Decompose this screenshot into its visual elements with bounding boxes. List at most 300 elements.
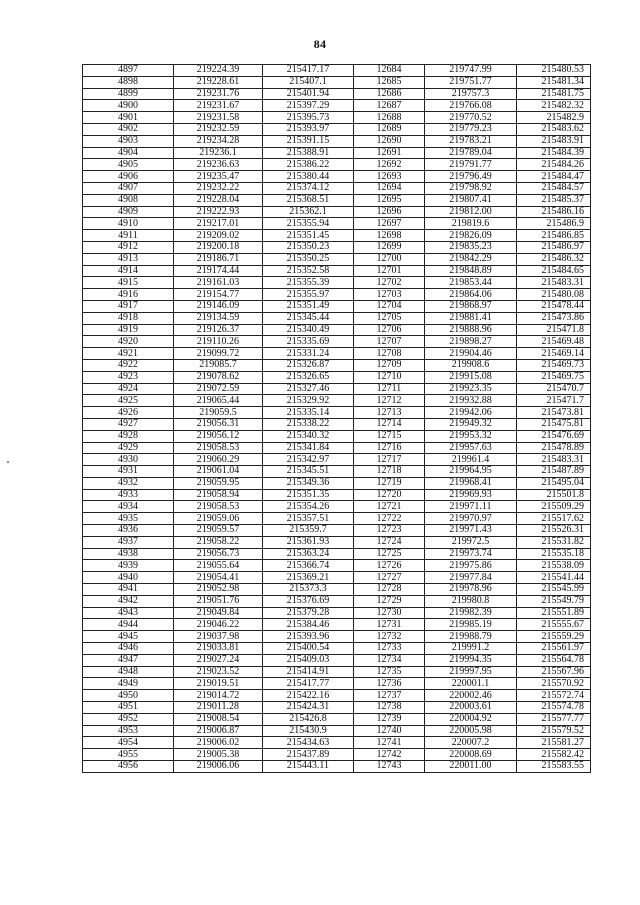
- table-row: [83, 466, 591, 478]
- x-coordinate-a: 219209.02: [174, 230, 263, 242]
- x-coordinate-b: 219973.74: [425, 548, 517, 560]
- point-number-a: 4949: [83, 678, 174, 690]
- table-row: [83, 100, 591, 112]
- y-coordinate-b: 215487.89: [517, 466, 591, 478]
- table-row: [83, 702, 591, 714]
- point-number-b: 12704: [354, 300, 425, 312]
- y-coordinate-a: 215335.69: [263, 336, 354, 348]
- x-coordinate-a: 219236.63: [174, 159, 263, 171]
- table-row: [83, 418, 591, 430]
- y-coordinate-a: 215374.12: [263, 182, 354, 194]
- x-coordinate-a: 219056.31: [174, 418, 263, 430]
- scan-speck: [7, 461, 9, 463]
- point-number-a: 4921: [83, 348, 174, 360]
- point-number-a: 4951: [83, 702, 174, 714]
- table-row: [83, 525, 591, 537]
- x-coordinate-a: 219033.81: [174, 643, 263, 655]
- y-coordinate-a: 215362.1: [263, 206, 354, 218]
- y-coordinate-a: 215384.46: [263, 619, 354, 631]
- point-number-a: 4913: [83, 253, 174, 265]
- point-number-a: 4939: [83, 560, 174, 572]
- point-number-b: 12692: [354, 159, 425, 171]
- point-number-a: 4948: [83, 666, 174, 678]
- y-coordinate-b: 215582.42: [517, 749, 591, 761]
- point-number-b: 12693: [354, 171, 425, 183]
- point-number-a: 4916: [83, 289, 174, 301]
- table-row: [83, 265, 591, 277]
- table-row: [83, 690, 591, 702]
- x-coordinate-a: 219232.59: [174, 123, 263, 135]
- table-row: [83, 289, 591, 301]
- table-row: [83, 666, 591, 678]
- point-number-b: 12736: [354, 678, 425, 690]
- x-coordinate-a: 219186.71: [174, 253, 263, 265]
- x-coordinate-a: 219054.41: [174, 572, 263, 584]
- point-number-a: 4918: [83, 312, 174, 324]
- point-number-a: 4933: [83, 489, 174, 501]
- point-number-b: 12703: [354, 289, 425, 301]
- table-row: [83, 548, 591, 560]
- point-number-a: 4917: [83, 300, 174, 312]
- x-coordinate-b: 219881.41: [425, 312, 517, 324]
- y-coordinate-b: 215541.44: [517, 572, 591, 584]
- y-coordinate-b: 215476.69: [517, 430, 591, 442]
- point-number-a: 4940: [83, 572, 174, 584]
- x-coordinate-a: 219059.57: [174, 525, 263, 537]
- point-number-a: 4955: [83, 749, 174, 761]
- y-coordinate-b: 215561.97: [517, 643, 591, 655]
- y-coordinate-b: 215481.75: [517, 88, 591, 100]
- point-number-b: 12710: [354, 371, 425, 383]
- y-coordinate-a: 215437.89: [263, 749, 354, 761]
- x-coordinate-a: 219231.58: [174, 112, 263, 124]
- table-row: [83, 277, 591, 289]
- x-coordinate-b: 220008.69: [425, 749, 517, 761]
- point-number-a: 4911: [83, 230, 174, 242]
- point-number-a: 4910: [83, 218, 174, 230]
- y-coordinate-a: 215345.44: [263, 312, 354, 324]
- y-coordinate-a: 215352.58: [263, 265, 354, 277]
- y-coordinate-a: 215331.24: [263, 348, 354, 360]
- y-coordinate-a: 215391.15: [263, 135, 354, 147]
- point-number-a: 4902: [83, 123, 174, 135]
- point-number-b: 12738: [354, 702, 425, 714]
- point-number-a: 4936: [83, 525, 174, 537]
- point-number-b: 12714: [354, 418, 425, 430]
- x-coordinate-a: 219056.12: [174, 430, 263, 442]
- point-number-a: 4914: [83, 265, 174, 277]
- table-row: [83, 454, 591, 466]
- x-coordinate-b: 220003.61: [425, 702, 517, 714]
- y-coordinate-b: 215481.34: [517, 76, 591, 88]
- x-coordinate-a: 219046.22: [174, 619, 263, 631]
- table-row: [83, 218, 591, 230]
- point-number-a: 4954: [83, 737, 174, 749]
- y-coordinate-a: 215426.8: [263, 713, 354, 725]
- x-coordinate-a: 219200.18: [174, 241, 263, 253]
- table-row: [83, 643, 591, 655]
- point-number-a: 4912: [83, 241, 174, 253]
- table-row: [83, 560, 591, 572]
- point-number-a: 4900: [83, 100, 174, 112]
- x-coordinate-a: 219005.38: [174, 749, 263, 761]
- x-coordinate-b: 219908.6: [425, 359, 517, 371]
- y-coordinate-a: 215388.91: [263, 147, 354, 159]
- point-number-a: 4945: [83, 631, 174, 643]
- point-number-b: 12689: [354, 123, 425, 135]
- x-coordinate-a: 219134.59: [174, 312, 263, 324]
- table-row: [83, 324, 591, 336]
- y-coordinate-a: 215355.97: [263, 289, 354, 301]
- y-coordinate-b: 215470.7: [517, 383, 591, 395]
- y-coordinate-b: 215486.9: [517, 218, 591, 230]
- y-coordinate-b: 215538.09: [517, 560, 591, 572]
- y-coordinate-a: 215361.93: [263, 536, 354, 548]
- table-row: [83, 536, 591, 548]
- x-coordinate-b: 219982.39: [425, 607, 517, 619]
- point-number-b: 12735: [354, 666, 425, 678]
- point-number-a: 4944: [83, 619, 174, 631]
- table-row: [83, 112, 591, 124]
- y-coordinate-b: 215486.16: [517, 206, 591, 218]
- point-number-a: 4937: [83, 536, 174, 548]
- point-number-b: 12687: [354, 100, 425, 112]
- x-coordinate-a: 219231.67: [174, 100, 263, 112]
- x-coordinate-a: 219055.64: [174, 560, 263, 572]
- table-row: [83, 395, 591, 407]
- point-number-b: 12698: [354, 230, 425, 242]
- point-number-a: 4956: [83, 761, 174, 773]
- point-number-b: 12685: [354, 76, 425, 88]
- point-number-a: 4905: [83, 159, 174, 171]
- point-number-b: 12729: [354, 595, 425, 607]
- table-row: [83, 241, 591, 253]
- x-coordinate-a: 219058.22: [174, 536, 263, 548]
- x-coordinate-b: 219961.4: [425, 454, 517, 466]
- point-number-b: 12728: [354, 584, 425, 596]
- y-coordinate-b: 215483.31: [517, 454, 591, 466]
- y-coordinate-b: 215469.14: [517, 348, 591, 360]
- point-number-a: 4924: [83, 383, 174, 395]
- y-coordinate-b: 215484.57: [517, 182, 591, 194]
- x-coordinate-b: 219751.77: [425, 76, 517, 88]
- x-coordinate-a: 219078.62: [174, 371, 263, 383]
- point-number-a: 4904: [83, 147, 174, 159]
- point-number-a: 4930: [83, 454, 174, 466]
- y-coordinate-a: 215376.69: [263, 595, 354, 607]
- y-coordinate-b: 215484.26: [517, 159, 591, 171]
- x-coordinate-a: 219228.04: [174, 194, 263, 206]
- table-row: [83, 159, 591, 171]
- point-number-b: 12741: [354, 737, 425, 749]
- y-coordinate-b: 215579.52: [517, 725, 591, 737]
- point-number-a: 4899: [83, 88, 174, 100]
- x-coordinate-a: 219110.26: [174, 336, 263, 348]
- x-coordinate-b: 220011.00: [425, 761, 517, 773]
- table-row: [83, 253, 591, 265]
- table-row: [83, 407, 591, 419]
- point-number-a: 4897: [83, 65, 174, 77]
- x-coordinate-b: 220001.1: [425, 678, 517, 690]
- table-row: [83, 206, 591, 218]
- y-coordinate-a: 215366.74: [263, 560, 354, 572]
- point-number-a: 4927: [83, 418, 174, 430]
- point-number-a: 4920: [83, 336, 174, 348]
- table-row: [83, 312, 591, 324]
- y-coordinate-b: 215551.89: [517, 607, 591, 619]
- table-row: [83, 123, 591, 135]
- y-coordinate-b: 215526.31: [517, 525, 591, 537]
- point-number-a: 4906: [83, 171, 174, 183]
- table-row: [83, 371, 591, 383]
- table-row: [83, 713, 591, 725]
- x-coordinate-b: 219826.09: [425, 230, 517, 242]
- x-coordinate-b: 219779.23: [425, 123, 517, 135]
- y-coordinate-a: 215363.24: [263, 548, 354, 560]
- y-coordinate-a: 215351.45: [263, 230, 354, 242]
- y-coordinate-a: 215393.97: [263, 123, 354, 135]
- y-coordinate-a: 215379.28: [263, 607, 354, 619]
- point-number-a: 4931: [83, 466, 174, 478]
- y-coordinate-a: 215401.94: [263, 88, 354, 100]
- y-coordinate-a: 215395.73: [263, 112, 354, 124]
- y-coordinate-a: 215349.36: [263, 477, 354, 489]
- x-coordinate-a: 219006.87: [174, 725, 263, 737]
- x-coordinate-b: 219898.27: [425, 336, 517, 348]
- y-coordinate-b: 215535.18: [517, 548, 591, 560]
- point-number-b: 12733: [354, 643, 425, 655]
- x-coordinate-a: 219059.95: [174, 477, 263, 489]
- x-coordinate-b: 219904.46: [425, 348, 517, 360]
- x-coordinate-b: 219848.89: [425, 265, 517, 277]
- y-coordinate-a: 215434.63: [263, 737, 354, 749]
- point-number-b: 12690: [354, 135, 425, 147]
- x-coordinate-b: 219994.35: [425, 654, 517, 666]
- point-number-a: 4942: [83, 595, 174, 607]
- x-coordinate-a: 219058.53: [174, 442, 263, 454]
- x-coordinate-b: 219980.8: [425, 595, 517, 607]
- y-coordinate-b: 215486.32: [517, 253, 591, 265]
- x-coordinate-a: 219228.61: [174, 76, 263, 88]
- y-coordinate-a: 215443.11: [263, 761, 354, 773]
- x-coordinate-a: 219058.53: [174, 501, 263, 513]
- x-coordinate-a: 219061.04: [174, 466, 263, 478]
- table-row: [83, 489, 591, 501]
- y-coordinate-a: 215424.31: [263, 702, 354, 714]
- y-coordinate-b: 215564.78: [517, 654, 591, 666]
- y-coordinate-b: 215484.65: [517, 265, 591, 277]
- table-row: [83, 737, 591, 749]
- x-coordinate-b: 219971.11: [425, 501, 517, 513]
- table-row: [83, 348, 591, 360]
- point-number-a: 4901: [83, 112, 174, 124]
- x-coordinate-b: 219757.3: [425, 88, 517, 100]
- x-coordinate-a: 219235.47: [174, 171, 263, 183]
- x-coordinate-b: 219770.52: [425, 112, 517, 124]
- table-row: [83, 749, 591, 761]
- x-coordinate-b: 219997.95: [425, 666, 517, 678]
- y-coordinate-a: 215329.92: [263, 395, 354, 407]
- point-number-a: 4952: [83, 713, 174, 725]
- point-number-b: 12740: [354, 725, 425, 737]
- table-row: [83, 300, 591, 312]
- x-coordinate-a: 219059.06: [174, 513, 263, 525]
- x-coordinate-b: 219796.49: [425, 171, 517, 183]
- y-coordinate-b: 215483.31: [517, 277, 591, 289]
- table-row: [83, 654, 591, 666]
- point-number-a: 4898: [83, 76, 174, 88]
- x-coordinate-a: 219014.72: [174, 690, 263, 702]
- x-coordinate-b: 219988.79: [425, 631, 517, 643]
- point-number-b: 12742: [354, 749, 425, 761]
- table-row: [83, 572, 591, 584]
- y-coordinate-a: 215417.77: [263, 678, 354, 690]
- y-coordinate-b: 215483.91: [517, 135, 591, 147]
- x-coordinate-a: 219099.72: [174, 348, 263, 360]
- y-coordinate-a: 215393.96: [263, 631, 354, 643]
- y-coordinate-b: 215473.86: [517, 312, 591, 324]
- x-coordinate-b: 220004.92: [425, 713, 517, 725]
- point-number-a: 4903: [83, 135, 174, 147]
- point-number-b: 12700: [354, 253, 425, 265]
- x-coordinate-b: 219783.21: [425, 135, 517, 147]
- y-coordinate-b: 215484.39: [517, 147, 591, 159]
- x-coordinate-b: 219975.86: [425, 560, 517, 572]
- y-coordinate-b: 215555.67: [517, 619, 591, 631]
- point-number-b: 12705: [354, 312, 425, 324]
- y-coordinate-b: 215469.48: [517, 336, 591, 348]
- x-coordinate-b: 219972.5: [425, 536, 517, 548]
- point-number-a: 4929: [83, 442, 174, 454]
- y-coordinate-b: 215531.82: [517, 536, 591, 548]
- point-number-b: 12706: [354, 324, 425, 336]
- table-row: [83, 359, 591, 371]
- point-number-b: 12739: [354, 713, 425, 725]
- x-coordinate-b: 219985.19: [425, 619, 517, 631]
- x-coordinate-b: 219953.32: [425, 430, 517, 442]
- x-coordinate-b: 219789.04: [425, 147, 517, 159]
- point-number-b: 12719: [354, 477, 425, 489]
- x-coordinate-a: 219146.09: [174, 300, 263, 312]
- table-row: [83, 725, 591, 737]
- point-number-a: 4946: [83, 643, 174, 655]
- y-coordinate-b: 215471.8: [517, 324, 591, 336]
- x-coordinate-a: 219161.03: [174, 277, 263, 289]
- x-coordinate-b: 220002.46: [425, 690, 517, 702]
- point-number-b: 12686: [354, 88, 425, 100]
- point-number-b: 12691: [354, 147, 425, 159]
- point-number-b: 12697: [354, 218, 425, 230]
- x-coordinate-a: 219222.93: [174, 206, 263, 218]
- table-row: [83, 513, 591, 525]
- point-number-a: 4915: [83, 277, 174, 289]
- point-number-b: 12712: [354, 395, 425, 407]
- table-row: [83, 477, 591, 489]
- point-number-a: 4935: [83, 513, 174, 525]
- point-number-a: 4953: [83, 725, 174, 737]
- point-number-b: 12716: [354, 442, 425, 454]
- x-coordinate-b: 219949.32: [425, 418, 517, 430]
- x-coordinate-b: 219970.97: [425, 513, 517, 525]
- point-number-a: 4909: [83, 206, 174, 218]
- x-coordinate-a: 219072.59: [174, 383, 263, 395]
- table-row: [83, 430, 591, 442]
- x-coordinate-a: 219006.06: [174, 761, 263, 773]
- point-number-a: 4907: [83, 182, 174, 194]
- y-coordinate-b: 215517.62: [517, 513, 591, 525]
- table-row: [83, 501, 591, 513]
- x-coordinate-a: 219023.52: [174, 666, 263, 678]
- point-number-a: 4925: [83, 395, 174, 407]
- y-coordinate-a: 215397.29: [263, 100, 354, 112]
- point-number-b: 12708: [354, 348, 425, 360]
- y-coordinate-b: 215570.92: [517, 678, 591, 690]
- x-coordinate-a: 219231.76: [174, 88, 263, 100]
- x-coordinate-b: 219791.77: [425, 159, 517, 171]
- point-number-b: 12721: [354, 501, 425, 513]
- y-coordinate-a: 215380.44: [263, 171, 354, 183]
- point-number-b: 12720: [354, 489, 425, 501]
- x-coordinate-a: 219154.77: [174, 289, 263, 301]
- y-coordinate-a: 215417.17: [263, 65, 354, 77]
- y-coordinate-b: 215480.53: [517, 65, 591, 77]
- x-coordinate-a: 219058.94: [174, 489, 263, 501]
- y-coordinate-b: 215559.29: [517, 631, 591, 643]
- y-coordinate-a: 215350.23: [263, 241, 354, 253]
- y-coordinate-b: 215509.29: [517, 501, 591, 513]
- point-number-b: 12688: [354, 112, 425, 124]
- point-number-b: 12702: [354, 277, 425, 289]
- point-number-a: 4950: [83, 690, 174, 702]
- y-coordinate-a: 215345.51: [263, 466, 354, 478]
- x-coordinate-b: 219968.41: [425, 477, 517, 489]
- y-coordinate-b: 215486.97: [517, 241, 591, 253]
- y-coordinate-a: 215400.54: [263, 643, 354, 655]
- x-coordinate-b: 219964.95: [425, 466, 517, 478]
- x-coordinate-b: 219942.06: [425, 407, 517, 419]
- y-coordinate-b: 215486.85: [517, 230, 591, 242]
- y-coordinate-a: 215368.51: [263, 194, 354, 206]
- y-coordinate-a: 215369.21: [263, 572, 354, 584]
- y-coordinate-b: 215567.96: [517, 666, 591, 678]
- y-coordinate-b: 215583.55: [517, 761, 591, 773]
- x-coordinate-b: 219932.88: [425, 395, 517, 407]
- point-number-b: 12730: [354, 607, 425, 619]
- point-number-a: 4926: [83, 407, 174, 419]
- y-coordinate-a: 215335.14: [263, 407, 354, 419]
- point-number-b: 12725: [354, 548, 425, 560]
- x-coordinate-b: 219978.96: [425, 584, 517, 596]
- x-coordinate-a: 219126.37: [174, 324, 263, 336]
- x-coordinate-a: 219027.24: [174, 654, 263, 666]
- table-row: [83, 678, 591, 690]
- y-coordinate-b: 215501.8: [517, 489, 591, 501]
- y-coordinate-b: 215471.7: [517, 395, 591, 407]
- y-coordinate-b: 215480.08: [517, 289, 591, 301]
- x-coordinate-a: 219049.84: [174, 607, 263, 619]
- y-coordinate-b: 215475.81: [517, 418, 591, 430]
- x-coordinate-b: 219977.84: [425, 572, 517, 584]
- y-coordinate-b: 215581.27: [517, 737, 591, 749]
- x-coordinate-a: 219008.54: [174, 713, 263, 725]
- point-number-b: 12684: [354, 65, 425, 77]
- x-coordinate-a: 219051.76: [174, 595, 263, 607]
- x-coordinate-b: 219842.29: [425, 253, 517, 265]
- y-coordinate-b: 215495.04: [517, 477, 591, 489]
- x-coordinate-a: 219060.29: [174, 454, 263, 466]
- table-row: [83, 230, 591, 242]
- point-number-b: 12717: [354, 454, 425, 466]
